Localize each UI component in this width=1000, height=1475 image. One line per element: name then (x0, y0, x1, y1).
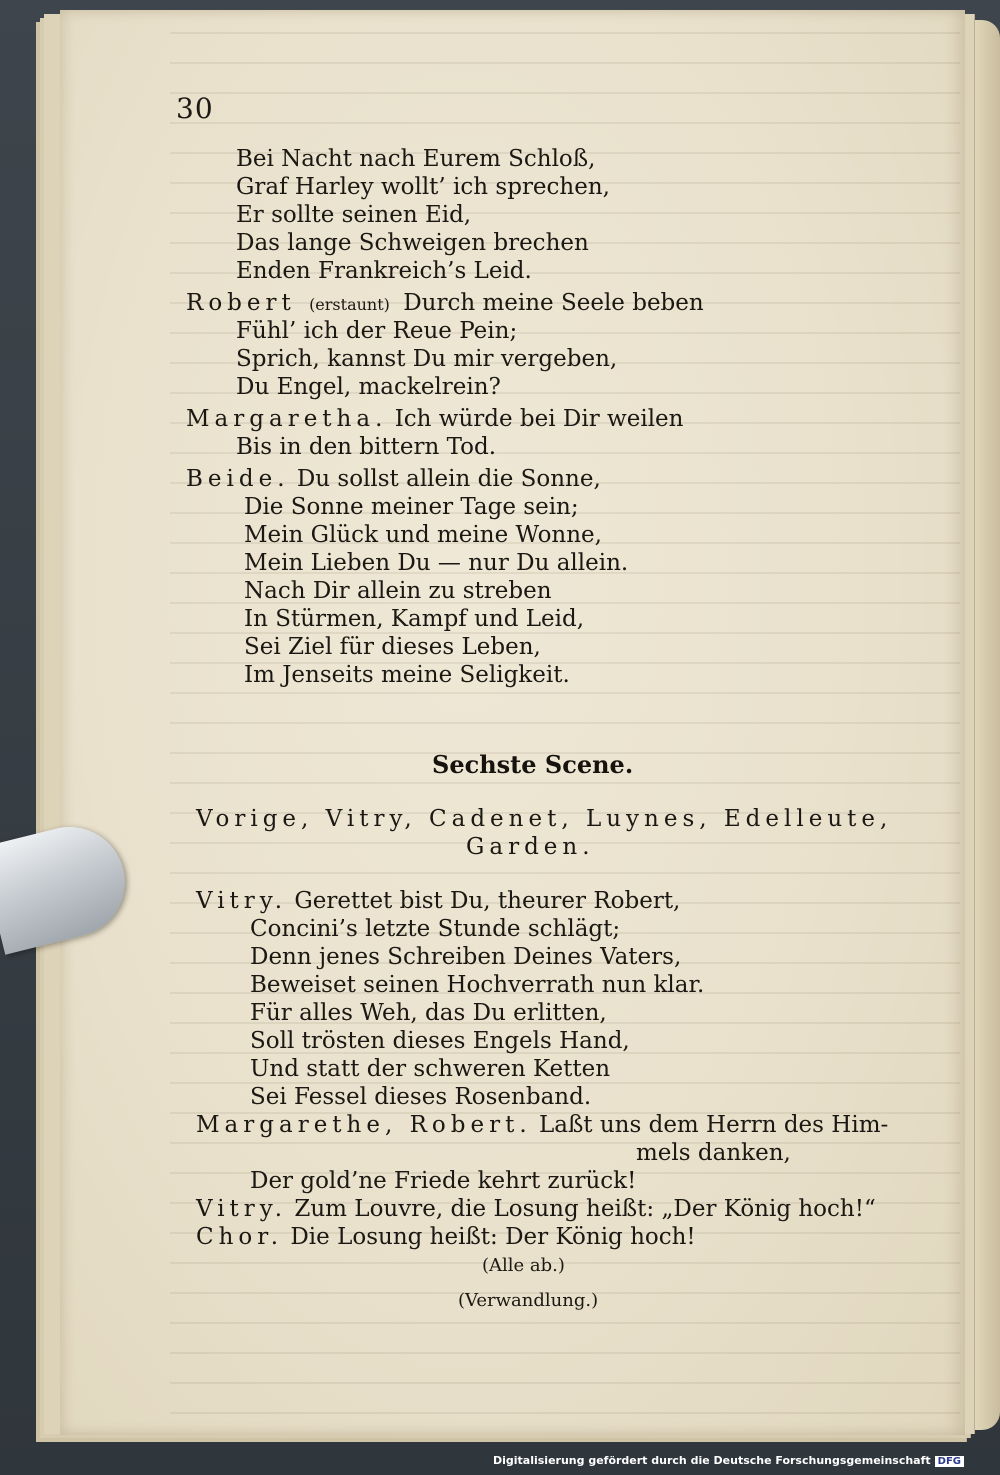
verse-line: Die Sonne meiner Tage sein; (244, 494, 579, 520)
verse-line: Concini’s letzte Stunde schlägt; (250, 916, 621, 942)
verse-line: Fühl’ ich der Reue Pein; (236, 318, 518, 344)
speaker-name: Margarethe, Robert. (196, 1112, 532, 1138)
verse-line: Im Jenseits meine Seligkeit. (244, 662, 570, 688)
verse-line: Nach Dir allein zu streben (244, 578, 552, 604)
speaker-name: Chor. (196, 1224, 284, 1250)
speaker-name: Beide. (186, 466, 290, 492)
speaker-line: Beide. Du sollst allein die Sonne, (186, 466, 601, 492)
verse-line: Graf Harley wollt’ ich sprechen, (236, 174, 610, 200)
scene-title: Sechste Scene. (432, 750, 634, 779)
verse-line: Er sollte seinen Eid, (236, 202, 472, 228)
verse-line: Und statt der schweren Ketten (250, 1056, 611, 1082)
verse-line: Soll trösten dieses Engels Hand, (250, 1028, 630, 1054)
stage-direction: (Verwandlung.) (458, 1290, 599, 1311)
verse-line: Beweiset seinen Hochverrath nun klar. (250, 972, 705, 998)
verse-line: Mein Lieben Du — nur Du allein. (244, 550, 629, 576)
digitization-footer: Digitalisierung gefördert durch die Deutsche Forschungsgemeinschaft DFG (493, 1454, 964, 1467)
speaker-name: Vitry. (196, 1196, 288, 1222)
verse-line: Bis in den bittern Tod. (236, 434, 497, 460)
verse-line: In Stürmen, Kampf und Leid, (244, 606, 585, 632)
verse-line: Bei Nacht nach Eurem Schloß, (236, 146, 596, 172)
verse-line: Das lange Schweigen brechen (236, 230, 589, 256)
verse-line: Sprich, kannst Du mir vergeben, (236, 346, 618, 372)
stage-direction-inline: (erstaunt) (309, 295, 390, 314)
speaker-line: Robert (erstaunt) Durch meine Seele beben (186, 290, 704, 316)
verse-line: Der gold’ne Friede kehrt zurück! (250, 1168, 637, 1194)
verse-line: Sei Ziel für dieses Leben, (244, 634, 541, 660)
verse-line: Denn jenes Schreiben Deines Vaters, (250, 944, 682, 970)
verse-line: Du Engel, mackelrein? (236, 374, 501, 400)
speaker-line: Margaretha. Ich würde bei Dir weilen (186, 406, 684, 432)
verse-line: Enden Frankreich’s Leid. (236, 258, 532, 284)
speaker-line: Chor. Die Losung heißt: Der König hoch! (196, 1224, 696, 1250)
speaker-line: Vitry. Zum Louvre, die Losung heißt: „Der König hoch!“ (196, 1196, 876, 1222)
speaker-name: Vitry. (196, 888, 288, 914)
speaker-name: Margaretha. (186, 406, 388, 432)
speaker-line: Vitry. Gerettet bist Du, theurer Robert, (196, 888, 681, 914)
verse-line: Für alles Weh, das Du erlitten, (250, 1000, 607, 1026)
verse-line: Mein Glück und meine Wonne, (244, 522, 602, 548)
verse-line: Sei Fessel dieses Rosenband. (250, 1084, 592, 1110)
speaker-name: Robert (186, 290, 296, 316)
verse-line: mels danken, (636, 1140, 791, 1166)
speaker-line: Margarethe, Robert. Laßt uns dem Herrn des Him- (196, 1112, 889, 1138)
cast-list: Garden. (466, 834, 595, 860)
cast-list: Vorige, Vitry, Cadenet, Luynes, Edelleute, (196, 806, 893, 832)
page-number: 30 (176, 92, 214, 125)
stage-direction: (Alle ab.) (482, 1255, 565, 1276)
dfg-logo: DFG (935, 1456, 964, 1467)
